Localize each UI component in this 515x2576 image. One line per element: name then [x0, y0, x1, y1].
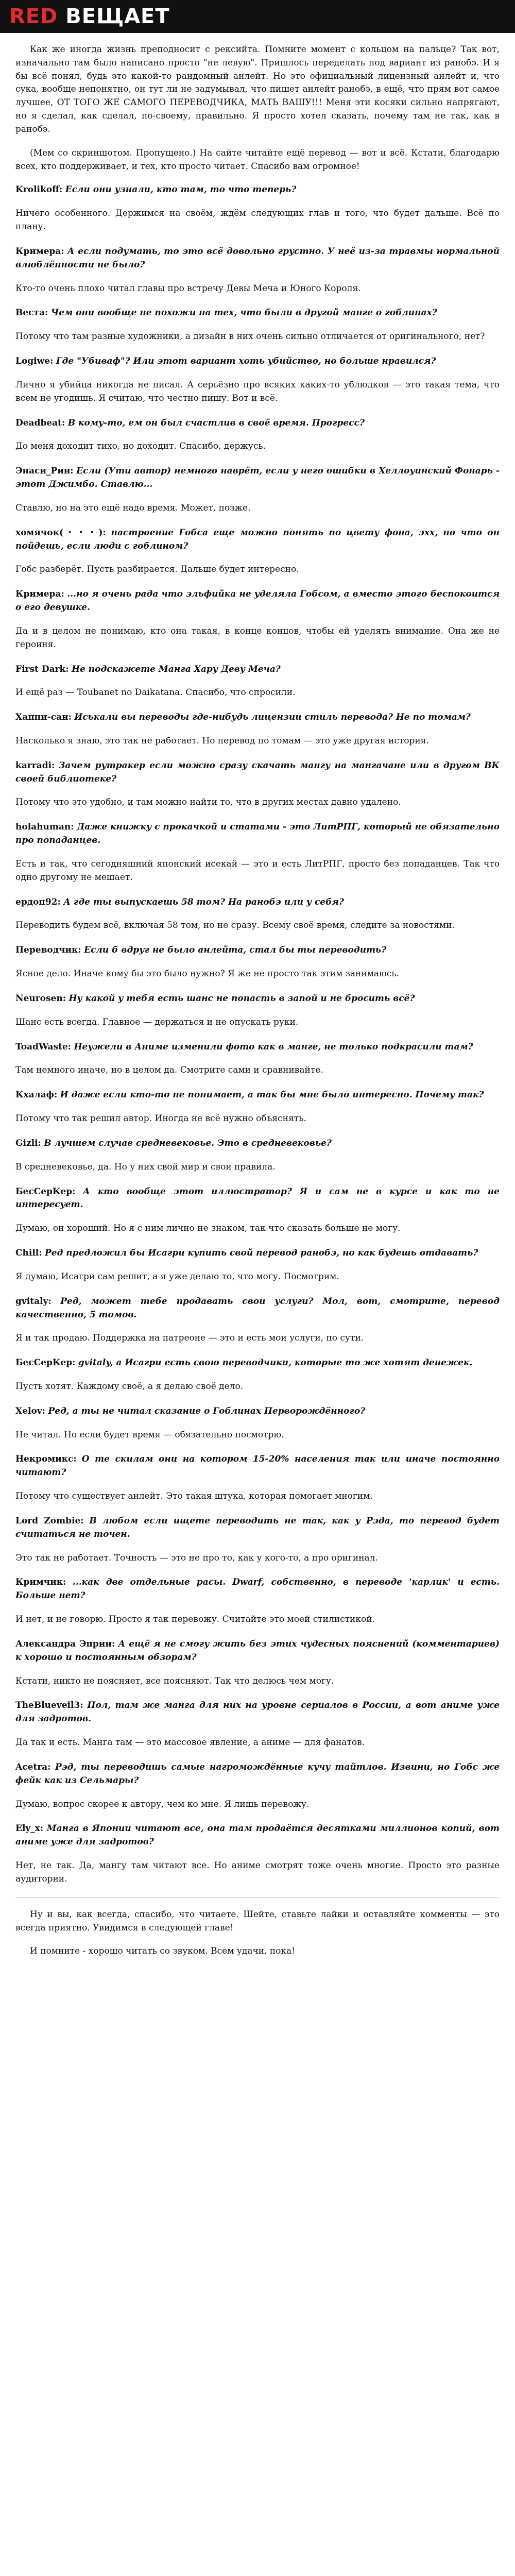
qa-item	[15, 1699, 500, 1749]
qa-item	[15, 307, 500, 344]
qa-question-text: ...как две отдельные расы. Dwarf, собственно, в переводе 'карлик' и есть. Больше нет?	[15, 1577, 500, 1601]
qa-asker-name[interactable]: Lord Zombie:	[15, 1515, 84, 1526]
qa-question-text: Ну какой у тебя есть шанс не попасть в запой и не бросить всё?	[68, 993, 415, 1004]
qa-question	[15, 821, 500, 848]
qa-question-text: Пол, там же манга для них на уровне сериалов в России, а вот аниме уже для задротов.	[15, 1700, 500, 1724]
qa-asker-name[interactable]: Ely_x:	[15, 1823, 44, 1834]
qa-item	[15, 1357, 500, 1394]
qa-question-text: В лучшем случае средневековье. Это в средневековье?	[44, 1138, 332, 1148]
qa-answer: Потому что это удобно, и там можно найти то, что в других местах давно удалено.	[15, 797, 401, 808]
qa-asker-name[interactable]: Xelov:	[15, 1405, 45, 1416]
qa-question	[15, 1453, 500, 1480]
qa-question	[15, 1295, 500, 1322]
qa-asker-name[interactable]: ердоп92:	[15, 896, 61, 907]
qa-asker-name[interactable]: БесСерКер:	[15, 1358, 76, 1368]
qa-question	[15, 465, 500, 492]
brand-red-word: RED	[9, 5, 58, 28]
qa-question	[15, 1185, 500, 1212]
qa-question-text: Чем они вообще не похожи на тех, что были в другой манге о гоблинах?	[50, 308, 437, 318]
qa-question	[15, 1357, 500, 1370]
qa-question	[15, 711, 500, 724]
qa-question-text: Иськали вы переводы где-нибудь лицензии стиль перевода? Не по томам?	[74, 712, 471, 723]
qa-question	[15, 1405, 500, 1418]
qa-asker-name[interactable]: Кримера:	[15, 246, 64, 257]
qa-item	[15, 527, 500, 577]
qa-asker-name[interactable]: ToadWaste:	[15, 1041, 72, 1052]
intro-paragraph: (Мем со скриншотом. Пропущено.) На сайте читайте ещё перевод — вот и всё. Кстати, благодарю всех, кто поддерживает, и тех, кто просто читает. Спасибо вам огромное!	[15, 147, 500, 172]
qa-question-text: В кому-то, ем он был счастлив в своё время. Прогресс?	[67, 417, 365, 428]
qa-question-text: настроение Гобса еще можно понять по цвету фона, эхх, но что он пойдешь, если люди с гоблином?	[15, 527, 500, 551]
qa-question-text: Где "Убиваф"? Или этот вариант хоть убийство, но больше нравился?	[56, 356, 436, 367]
qa-question-text: Ред, может тебе продавать свои услуги? Мол, вот, смотрите, перевод качественно, 5 томов.	[15, 1296, 500, 1320]
qa-answer: Ясное дело. Иначе кому бы это было нужно? Я же не просто так этим занимаюсь.	[15, 969, 400, 979]
qa-answer: До меня доходит тихо, но доходит. Спасибо, держусь.	[15, 441, 266, 452]
qa-question	[15, 1638, 500, 1665]
qa-item	[15, 1515, 500, 1565]
qa-item	[15, 1185, 500, 1235]
qa-question	[15, 527, 500, 553]
qa-item	[15, 588, 500, 651]
page-header	[0, 0, 515, 33]
qa-answer: Кто-то очень плохо читал главы про встречу Девы Меча и Юного Короля.	[15, 283, 361, 294]
qa-asker-name[interactable]: Acetra:	[15, 1761, 51, 1772]
qa-asker-name[interactable]: Chill:	[15, 1248, 42, 1259]
qa-item	[15, 1137, 500, 1174]
qa-asker-name[interactable]: БесСерКер:	[15, 1186, 76, 1197]
qa-list	[15, 183, 500, 1886]
qa-question-text: Рэд, ты переводишь самые нагромождённые кучу тайтлов. Извини, но Гобс же фейк как из Сельмары?	[15, 1761, 500, 1786]
qa-answer: Я думаю, Исагри сам решит, а я уже делаю то, что могу. Посмотрим.	[15, 1271, 339, 1282]
qa-item	[15, 465, 500, 515]
qa-answer: Потому что существует анлейт. Это такая штука, которая помогает многим.	[15, 1491, 373, 1502]
article-body	[15, 43, 500, 2576]
qa-answer: Там немного иначе, но в целом да. Смотрите сами и сравнивайте.	[15, 1065, 323, 1076]
qa-answer: Насколько я знаю, это так не работает. Но перевод по томам — это уже другая история.	[15, 735, 429, 746]
qa-answer: И ещё раз — Toubanet no Daikatana. Спасибо, что спросили.	[15, 687, 296, 698]
qa-item	[15, 821, 500, 884]
qa-question-text: Манга в Японии читают все, она там продаётся десятками миллионов копий, вот аниме уже для задротов?	[15, 1823, 500, 1848]
qa-question	[15, 1089, 500, 1102]
qa-item	[15, 245, 500, 295]
qa-asker-name[interactable]: Александра Эприн:	[15, 1638, 115, 1649]
qa-item	[15, 1761, 500, 1811]
qa-asker-name[interactable]: Переводчик:	[15, 945, 81, 956]
qa-item	[15, 1638, 500, 1688]
qa-question-text: Неужели в Аниме изменили фото как в манге, не только подкрасили там?	[74, 1041, 473, 1052]
qa-answer: Да и в целом не понимаю, кто она такая, в конце концов, чтобы ей уделять внимание. Она же не героиня.	[15, 625, 500, 650]
qa-asker-name[interactable]: Krolikoff:	[15, 184, 63, 195]
qa-item	[15, 355, 500, 405]
qa-question-text: А где ты выпускаешь 58 том? На ранобэ или у себя?	[63, 896, 344, 907]
qa-asker-name[interactable]: karradi:	[15, 760, 55, 771]
qa-answer: В средневековье, да. Но у них свой мир и свои правила.	[15, 1161, 276, 1172]
qa-item	[15, 1041, 500, 1078]
qa-asker-name[interactable]: Deadbeat:	[15, 417, 65, 428]
qa-question	[15, 588, 500, 615]
qa-asker-name[interactable]: Кримера:	[15, 589, 64, 600]
qa-asker-name[interactable]: Gizli:	[15, 1138, 41, 1148]
intro-paragraph: Как же иногда жизнь преподносит с рексийта. Помните момент с кольцом на пальце? Так вот, изначально там было написано просто "не левую". Пришлось переделать под вариант из ранобэ. И я бы всё понял, будь это какой-то рандомный анлейт. Но это официальный лицензный анлейт и, что сука, вообще непонятно, он тут ли не задумывал, что пишет анлейт ранобэ, в ещё, что прям вот самое лучшее, ОТ ТОГО ЖЕ САМОГО ПЕРЕВОДЧИКА, МАТЬ ВАШУ!!! Меня эти косяки сильно напрягают, но я сделал, как сделал, по-своему, правильно. Я просто хотел сказать, почему там не так, как в ранобэ.	[15, 44, 500, 134]
qa-question-text: Даже книжку с прокачкой и статами - это ЛитРПГ, который не обязательно про попаданцев.	[15, 822, 500, 846]
qa-answer: Ничего особенного. Держимся на своём, ждём следующих глав и того, что будет дальше. Всё по плану.	[15, 208, 500, 232]
qa-answer: Есть и так, что сегодняшний японский исекай — это и есть ЛитРПГ, просто без попаданцев. Так что одно другому не мешает.	[15, 858, 500, 883]
qa-asker-name[interactable]: First Dark:	[15, 664, 69, 674]
qa-answer: Потому что там разные художники, а дизайн в них очень сильно отличается от оригинального, нет?	[15, 331, 485, 342]
qa-question	[15, 1576, 500, 1603]
qa-answer: Кстати, никто не поясняет, все поясняют. Так что делюсь чем могу.	[15, 1675, 334, 1686]
qa-question	[15, 1137, 500, 1150]
qa-answer: Это так не работает. Точность — это не про то, как у кого-то, а про оригинал.	[15, 1552, 378, 1563]
brand-rest-word: ВЕЩАЕТ	[58, 5, 170, 28]
qa-answer: Ставлю, но на это ещё надо время. Может, позже.	[15, 502, 251, 513]
closing-paragraph: И помните - хорошо читать со звуком. Всем удачи, пока!	[30, 1946, 295, 1957]
qa-asker-name[interactable]: хомячок(・・・):	[15, 527, 106, 538]
qa-answer: Шанс есть всегда. Главное — держаться и не опускать руки.	[15, 1016, 299, 1027]
qa-question-text: А кто вообще этот иллюстратор? Я и сам не в курсе и как то не интересует.	[15, 1186, 500, 1210]
qa-item	[15, 663, 500, 700]
qa-question	[15, 1822, 500, 1849]
qa-question	[15, 1515, 500, 1541]
qa-question-text: А ещё я не смогу жить без этих чудесных пояснений (комментариев) к хорошо и постоянным обзорам?	[15, 1638, 500, 1663]
qa-question-text: Не подскажете Манга Хару Деву Меча?	[72, 664, 281, 674]
qa-answer: Я и так продаю. Поддержка на патреоне — это и есть мои услуги, по сути.	[15, 1333, 364, 1344]
qa-asker-name[interactable]: Neurosen:	[15, 993, 66, 1004]
qa-item	[15, 1295, 500, 1345]
qa-question	[15, 1247, 500, 1260]
qa-answer: Переводить будем всё, включая 58 том, но не сразу. Всему своё время, следите за новостями.	[15, 920, 455, 931]
qa-question-text: В любом если ищете переводить не так, как у Рэда, то перевод будет считаться не точен.	[15, 1515, 500, 1539]
qa-question	[15, 1761, 500, 1788]
qa-asker-name[interactable]: Кхалаф:	[15, 1090, 58, 1100]
qa-answer: Думаю, вопрос скорее к автору, чем ко мне. Я лишь перевожу.	[15, 1799, 310, 1809]
qa-question	[15, 1699, 500, 1726]
qa-question	[15, 896, 500, 909]
qa-answer: И нет, и не говорю. Просто я так перевожу. Считайте это моей стилистикой.	[15, 1614, 375, 1625]
qa-answer: Да так и есть. Манга там — это массовое явление, а аниме — для фанатов.	[15, 1737, 365, 1748]
qa-question-text: А если подумать, то это всё довольно грустно. У неё из-за травмы нормальной влюблённости не было?	[15, 246, 500, 270]
qa-item	[15, 1453, 500, 1503]
qa-item	[15, 183, 500, 233]
qa-question-text: Зачем рутракер если можно сразу скачать мангу на мангачане или в другом ВК своей библиотеке?	[15, 760, 500, 784]
qa-item	[15, 1405, 500, 1442]
qa-asker-name[interactable]: TheBlueveil3:	[15, 1700, 83, 1711]
qa-item	[15, 944, 500, 981]
qa-question	[15, 355, 500, 368]
brand-title	[0, 5, 170, 28]
qa-answer: Пусть хотят. Каждому своё, а я делаю своё дело.	[15, 1381, 244, 1392]
qa-question	[15, 245, 500, 272]
qa-item	[15, 1247, 500, 1284]
qa-answer: Лично я убийца никогда не писал. А серьёзно про всяких каких-то ублюдков — это такая тема, что всем не угодишь. Я считаю, что честно пишу. Вот и всё.	[15, 379, 500, 403]
qa-question	[15, 944, 500, 957]
qa-item	[15, 1576, 500, 1626]
qa-question-text: ...но я очень рада что эльфийка не уделяла Гобсом, а вместо этого беспокоится о его девушке.	[15, 589, 500, 613]
qa-asker-name[interactable]: Некромикс:	[15, 1454, 77, 1465]
qa-question	[15, 663, 500, 676]
qa-question	[15, 992, 500, 1006]
qa-asker-name[interactable]: holahuman:	[15, 822, 74, 833]
qa-question-text: О те скилам они на котором 15-20% населения так или иначе постоянно читают?	[15, 1454, 500, 1478]
qa-question	[15, 183, 500, 197]
qa-answer: Гобс разберёт. Пусть разбирается. Дальше будет интересно.	[15, 564, 299, 575]
qa-asker-name[interactable]: Кримчик:	[15, 1577, 66, 1588]
qa-asker-name[interactable]: Энаси_Рин:	[15, 466, 74, 477]
qa-asker-name[interactable]: Logiwe:	[15, 356, 54, 367]
qa-question-text: И даже если кто-то не понимает, а так бы мне было интересно. Почему так?	[60, 1090, 484, 1100]
qa-question-text: Ред предложил бы Исагри купить свой перевод ранобэ, но как будешь отдавать?	[44, 1248, 478, 1259]
qa-question-text: Если б вдруг не было анлейта, стал бы ты переводить?	[84, 945, 387, 956]
qa-item	[15, 896, 500, 933]
qa-item	[15, 992, 500, 1029]
qa-answer: Потому что так решил автор. Иногда не всё нужно объяснять.	[15, 1113, 306, 1124]
qa-question	[15, 759, 500, 786]
qa-answer: Нет, не так. Да, мангу там читают все. Но аниме смотрят тоже очень многие. Просто это разные аудитории.	[15, 1860, 500, 1884]
qa-item	[15, 417, 500, 454]
closing-paragraph: Ну и вы, как всегда, спасибо, что читаете. Шейте, ставьте лайки и оставляйте комменты — это всегда приятно. Увидимся в следующей главе!	[15, 1909, 500, 1933]
qa-item	[15, 759, 500, 809]
qa-answer: Думаю, он хороший. Но я с ним лично не знаком, так что сказать больше не могу.	[15, 1223, 401, 1234]
qa-question-text: Ред, а ты не читал сказание о Гоблинах Перворождённого?	[48, 1405, 366, 1416]
qa-item	[15, 711, 500, 748]
qa-answer: Не читал. Но если будет время — обязательно посмотрю.	[15, 1429, 284, 1440]
qa-asker-name[interactable]: Хаппи-сан:	[15, 712, 72, 723]
qa-question	[15, 417, 500, 430]
qa-item	[15, 1822, 500, 1886]
qa-question	[15, 307, 500, 320]
qa-question	[15, 1041, 500, 1054]
qa-item	[15, 1089, 500, 1126]
qa-question-text: Если (Ути автор) немного наврёт, если у него ошибки в Хеллоуинский Фонарь - этот Джимбо. Ставлю...	[15, 466, 500, 490]
qa-question-text: gvitaly, а Исагри есть свою переводчики, которые то же хотят денежек.	[78, 1358, 473, 1368]
divider	[15, 1897, 500, 1898]
qa-asker-name[interactable]: gvitaly:	[15, 1296, 52, 1307]
qa-asker-name[interactable]: Веста:	[15, 308, 48, 318]
qa-question-text: Если они узнали, кто там, то что теперь?	[65, 184, 297, 195]
